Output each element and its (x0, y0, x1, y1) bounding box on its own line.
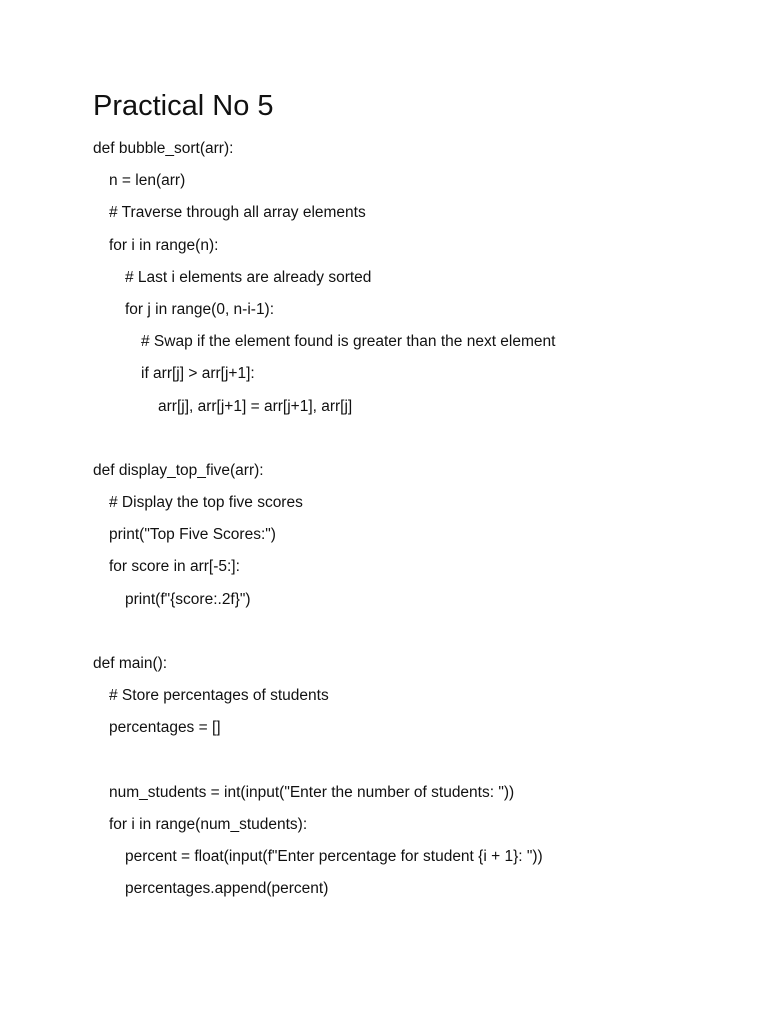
blank-line (93, 620, 555, 652)
code-block (93, 137, 555, 910)
blank-line (93, 749, 555, 781)
code-line: # Swap if the element found is greater than the next element (141, 333, 556, 351)
code-line: for i in range(num_students): (109, 815, 308, 833)
code-line: for score in arr[-5:]: (109, 558, 240, 576)
code-line: num_students = int(input("Enter the number of students: ")) (109, 783, 515, 801)
code-line: n = len(arr) (109, 172, 186, 190)
code-line: def bubble_sort(arr): (93, 140, 234, 157)
code-line: # Store percentages of students (109, 687, 329, 705)
code-line: percent = float(input(f"Enter percentage for student {i + 1}: ")) (125, 848, 543, 866)
code-line: print("Top Five Scores:") (109, 526, 276, 544)
code-line: def main(): (93, 655, 168, 672)
page-title: Practical No 5 (93, 90, 274, 122)
code-line: percentages.append(percent) (125, 880, 329, 898)
code-line: if arr[j] > arr[j+1]: (141, 365, 255, 383)
code-line: # Traverse through all array elements (109, 204, 366, 222)
code-line: # Last i elements are already sorted (125, 268, 372, 286)
code-line: print(f"{score:.2f}") (125, 590, 251, 608)
code-line: for i in range(n): (109, 236, 219, 254)
code-line: percentages = [] (109, 719, 221, 737)
code-line: # Display the top five scores (109, 494, 303, 512)
code-line: arr[j], arr[j+1] = arr[j+1], arr[j] (158, 397, 353, 415)
code-line: def display_top_five(arr): (93, 461, 264, 479)
code-line: for j in range(0, n-i-1): (125, 300, 275, 318)
blank-line (93, 427, 555, 459)
